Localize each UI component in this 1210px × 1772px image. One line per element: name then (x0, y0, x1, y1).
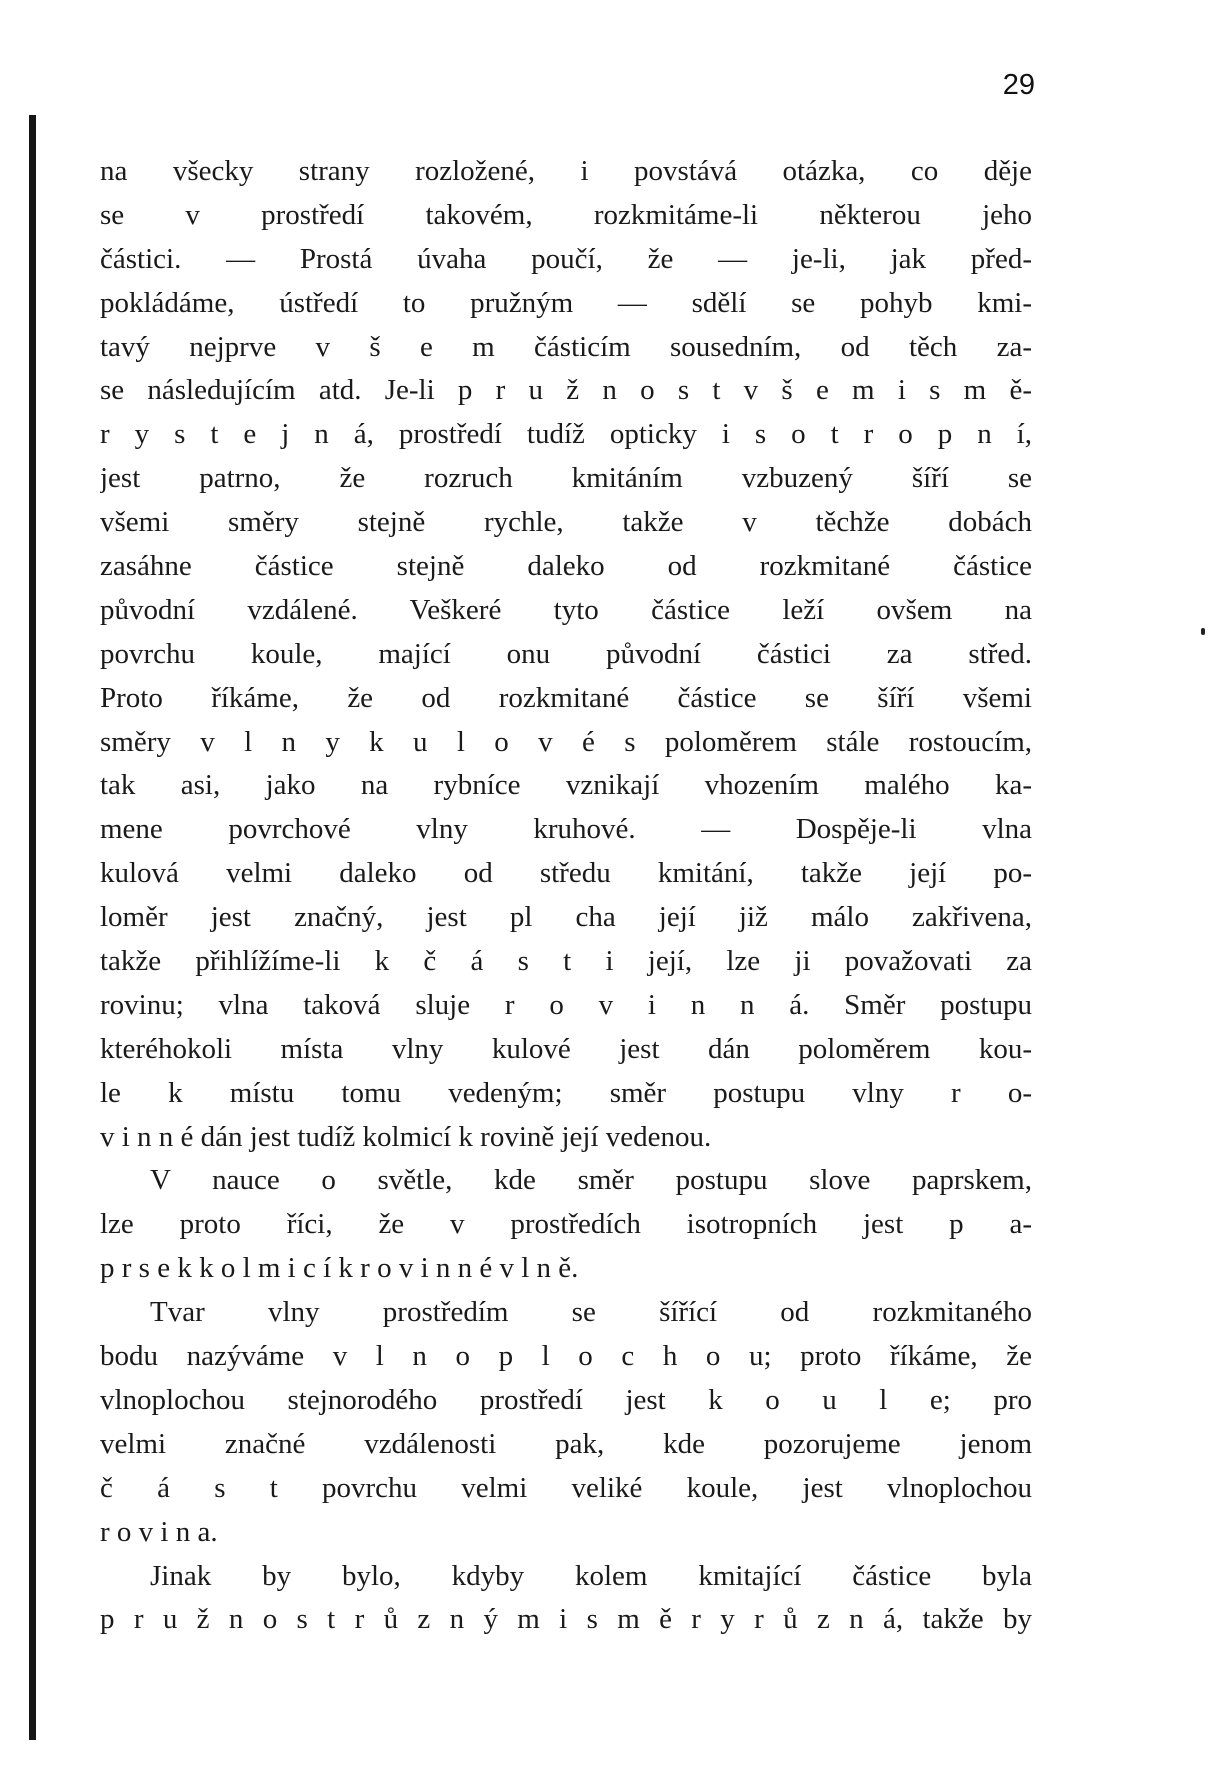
text-line: p r s e k k o l m i c í k r o v i n n é v l n ě. (100, 1252, 579, 1285)
text-line: loměr jest značný, jest pl cha její již málo zakřivena, (100, 901, 1032, 934)
print-speck (1201, 628, 1205, 635)
text-line: zasáhne částice stejně daleko od rozkmitané částice (100, 550, 1032, 583)
text-line: Tvar vlny prostředím se šířící od rozkmitaného (150, 1296, 1032, 1329)
text-line: r o v i n a. (100, 1515, 218, 1548)
text-line: tak asi, jako na rybníce vznikají vhozením malého ka- (100, 769, 1032, 802)
text-line: jest patrno, že rozruch kmitáním vzbuzený šíří se (100, 462, 1032, 495)
text-line: původní vzdálené. Veškeré tyto částice leží ovšem na (100, 593, 1032, 626)
text-line: kulová velmi daleko od středu kmitání, takže její po- (100, 857, 1032, 890)
text-line: č á s t povrchu velmi veliké koule, jest vlnoplochou (100, 1471, 1032, 1504)
text-line: směry v l n y k u l o v é s poloměrem stále rostoucím, (100, 725, 1032, 758)
text-line: takže přihlížíme-li k č á s t i její, lze ji považovati za (100, 945, 1032, 978)
text-line: V nauce o světle, kde směr postupu slove paprskem, (150, 1164, 1032, 1197)
text-line: všemi směry stejně rychle, takže v těchže dobách (100, 506, 1032, 539)
text-line: rovinu; vlna taková sluje r o v i n n á. Směr postupu (100, 988, 1032, 1021)
text-line: lze proto říci, že v prostředích isotropních jest p a- (100, 1208, 1032, 1241)
text-line: p r u ž n o s t r ů z n ý m i s m ě r y r ů z n á, takže by (100, 1603, 1032, 1636)
margin-rule (29, 115, 36, 1740)
text-line: r y s t e j n á, prostředí tudíž opticky i s o t r o p n í, (100, 418, 1032, 451)
text-line: Jinak by bylo, kdyby kolem kmitající částice byla (150, 1559, 1032, 1592)
text-line: částici. — Prostá úvaha poučí, že — je-li, jak před- (100, 242, 1032, 275)
text-line: velmi značné vzdálenosti pak, kde pozorujeme jenom (100, 1427, 1032, 1460)
text-line: v i n n é dán jest tudíž kolmicí k rovině její vedenou. (100, 1120, 712, 1153)
page-number: 29 (1002, 69, 1035, 101)
body-text (100, 150, 1032, 1642)
text-line: se následujícím atd. Je-li p r u ž n o s t v š e m i s m ě- (100, 374, 1032, 407)
text-line: Proto říkáme, že od rozkmitané částice se šíří všemi (100, 681, 1032, 714)
text-line: tavý nejprve v š e m částicím sousedním, od těch za- (100, 330, 1032, 363)
text-line: vlnoplochou stejnorodého prostředí jest k o u l e; pro (100, 1383, 1032, 1416)
text-line: pokládáme, ústředí to pružným — sdělí se pohyb kmi- (100, 286, 1032, 319)
text-line: se v prostředí takovém, rozkmitáme-li některou jeho (100, 198, 1032, 231)
text-line: na všecky strany rozložené, i povstává otázka, co děje (100, 155, 1032, 187)
text-line: le k místu tomu vedeným; směr postupu vlny r o- (100, 1076, 1032, 1109)
text-line: bodu nazýváme v l n o p l o c h o u; proto říkáme, že (100, 1340, 1032, 1373)
text-line: mene povrchové vlny kruhové. — Dospěje-li vlna (100, 813, 1032, 846)
text-line: povrchu koule, mající onu původní částici za střed. (100, 637, 1032, 670)
text-line: kteréhokoli místa vlny kulové jest dán poloměrem kou- (100, 1032, 1032, 1065)
